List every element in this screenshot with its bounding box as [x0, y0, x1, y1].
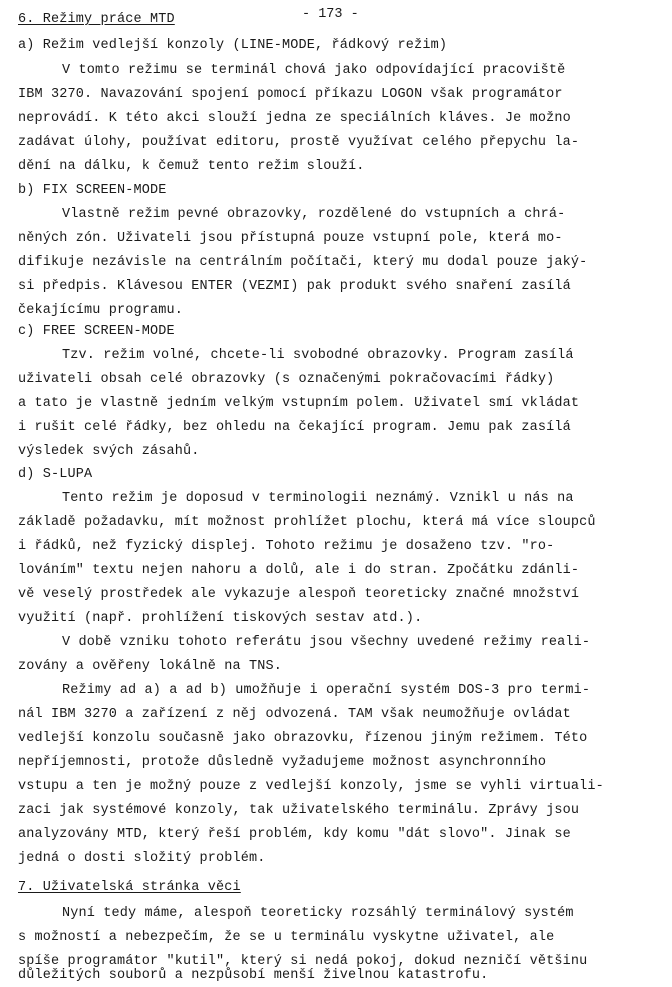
text-line: výsledek svých zásahů. [18, 444, 200, 459]
section-7-heading: 7. Uživatelská stránka věci [18, 880, 241, 895]
text-line: nál IBM 3270 a zařízení z něj odvozená. TAM však neumožňuje ovládat [18, 707, 571, 722]
text-line: Vlastně režim pevné obrazovky, rozdělené do vstupních a chrá- [62, 207, 566, 222]
text-line: Tzv. režim volné, chcete-li svobodné obrazovky. Program zasílá [62, 348, 574, 363]
subsection-a-heading: a) Režim vedlejší konzoly (LINE-MODE, řádkový režim) [18, 38, 448, 53]
text-line: IBM 3270. Navazování spojení pomocí příkazu LOGON však programátor [18, 87, 563, 102]
text-line: zovány a ověřeny lokálně na TNS. [18, 659, 283, 674]
text-line: neprovádí. K této akci slouží jedna ze speciálních kláves. Je možno [18, 111, 571, 126]
text-line: zaci jak systémové konzoly, tak uživatelského terminálu. Zprávy jsou [18, 803, 580, 818]
text-line: základě požadavku, mít možnost prohlížet plochu, která má více sloupců [18, 515, 596, 530]
subsection-b-heading: b) FIX SCREEN-MODE [18, 183, 167, 198]
text-line: vedlejší konzolu současně jako obrazovku, řízenou jiným režimem. Této [18, 731, 588, 746]
text-line: difikuje nezávisle na centrálním počítači, který mu dodal pouze jaký- [18, 255, 588, 270]
text-line: jedná o dosti složitý problém. [18, 851, 266, 866]
section-6-heading: 6. Režimy práce MTD [18, 12, 175, 27]
text-line: spíše programátor "kutil", který si nedá pokoj, dokud nezničí většinu [18, 954, 588, 969]
text-line: si předpis. Klávesou ENTER (VEZMI) pak produkt svého snaření zasílá [18, 279, 571, 294]
text-line: čekajícímu programu. [18, 303, 184, 318]
text-line: zadávat úlohy, používat editoru, prostě využívat celého přepychu la- [18, 135, 580, 150]
page-number: - 173 - [302, 7, 359, 22]
text-line: V tomto režimu se terminál chová jako odpovídající pracoviště [62, 63, 566, 78]
text-line: i rušit celé řádky, bez ohledu na čekající program. Jemu pak zasílá [18, 420, 571, 435]
text-line: využití (např. prohlížení tiskových sestav atd.). [18, 611, 423, 626]
text-line: nepříjemnosti, protože důsledně vyžadujeme možnost asynchronního [18, 755, 547, 770]
text-line: V době vzniku tohoto referátu jsou všechny uvedené režimy reali- [62, 635, 591, 650]
text-line: Nyní tedy máme, alespoň teoreticky rozsáhlý terminálový systém [62, 906, 574, 921]
subsection-c-heading: c) FREE SCREEN-MODE [18, 324, 175, 339]
text-line: vě veselý prostředek ale vykazuje alespoň teoreticky značné množství [18, 587, 580, 602]
text-line: vstupu a ten je možný pouze z vedlejší konzoly, jsme se vyhli virtuali- [18, 779, 604, 794]
text-line: uživateli obsah celé obrazovky (s označenými pokračovacími řádky) [18, 372, 555, 387]
text-line: a tato je vlastně jedním velkým vstupním polem. Uživatel smí vkládat [18, 396, 580, 411]
text-line: lováním" textu nejen nahoru a dolů, ale i do stran. Zpočátku zdánli- [18, 563, 580, 578]
text-line: Režimy ad a) a ad b) umožňuje i operační systém DOS-3 pro termi- [62, 683, 591, 698]
text-line: důležitých souborů a nezpůsobí menší živelnou katastrofu. [18, 968, 489, 983]
text-line: i řádků, než fyzický displej. Tohoto režimu je dosaženo tzv. "ro- [18, 539, 555, 554]
text-line: s možností a nebezpečím, že se u terminálu vyskytne uživatel, ale [18, 930, 555, 945]
text-line: Tento režim je doposud v terminologii neznámý. Vznikl u nás na [62, 491, 574, 506]
subsection-d-heading: d) S-LUPA [18, 467, 93, 482]
text-line: dění na dálku, k čemuž tento režim slouží. [18, 159, 365, 174]
text-line: něných zón. Uživateli jsou přístupná pouze vstupní pole, která mo- [18, 231, 563, 246]
text-line: analyzovány MTD, který řeší problém, kdy komu "dát slovo". Jinak se [18, 827, 571, 842]
